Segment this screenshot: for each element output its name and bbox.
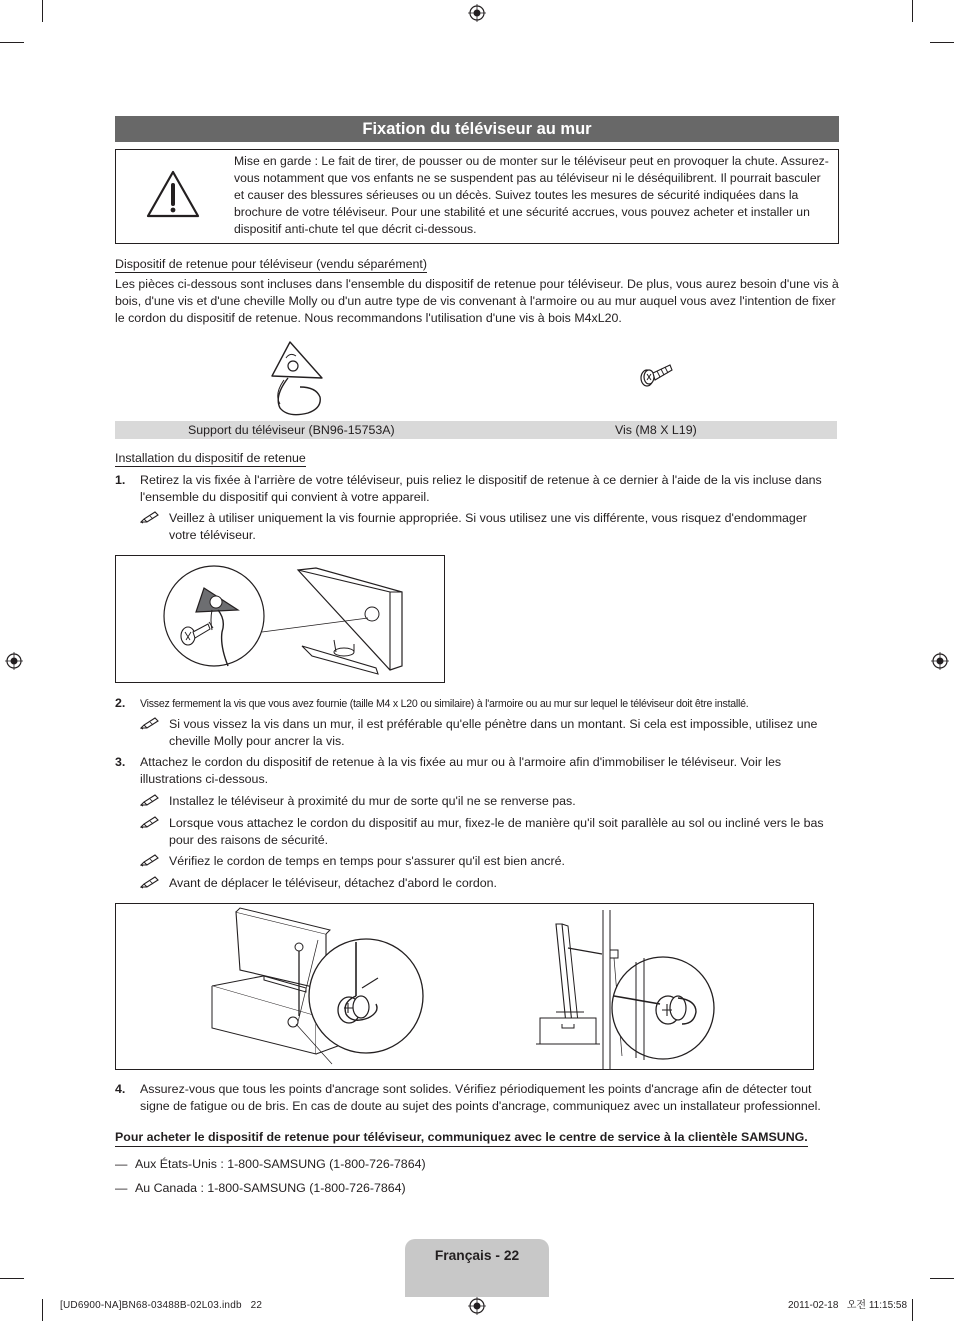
note-text: Veillez à utiliser uniquement la vis fournie appropriée. Si vous utilisez une vis différente, vous risquez d'endommager votre téléviseur. <box>169 511 807 542</box>
figure-attach-cord-illustration <box>116 904 813 1069</box>
warning-text <box>234 153 832 238</box>
note-text: Installez le téléviseur à proximité du mur de sorte qu'il ne se renverse pas. <box>169 794 576 808</box>
note-item <box>140 716 840 750</box>
step-number: 4. <box>115 1082 126 1096</box>
step-text: Vissez fermement la vis que vous avez fournie (taille M4 x L20 ou similaire) à l'armoire ou au mur sur lequel le téléviseur doit être installé. <box>140 698 749 710</box>
step-number: 3. <box>115 755 126 769</box>
contact-item <box>115 1156 515 1174</box>
figure-attach-holder <box>115 555 445 683</box>
crop-mark <box>42 0 43 22</box>
contact-item <box>115 1180 515 1198</box>
note-text: Si vous vissez la vis dans un mur, il est préférable qu'elle pénètre dans un montant. Si cela est impossible, utilisez une cheville Molly pour ancrer la vis. <box>169 717 818 748</box>
note-text: Avant de déplacer le téléviseur, détachez d'abord le cordon. <box>169 876 497 890</box>
warning-body: : Le fait de tirer, de pousser ou de monter sur le téléviseur peut en provoquer la chute. Assurez-vous notamment que vos enfants ne se suspendent pas au téléviseur ni le déséquilibrent. Il pourrait basculer et causer des blessures sérieuses ou un décès. Suivez toutes les mesures de sécurité indiquées dans la brochure de votre téléviseur. Pour une stabilité et une sécurité accrues, vous pouvez acheter et installer un dispositif anti-chute tel que décrit ci-dessous. <box>234 154 829 236</box>
note-item <box>140 875 840 893</box>
section-heading-installation: Installation du dispositif de retenue <box>115 451 306 465</box>
figure-attach-cord <box>115 903 814 1070</box>
crop-mark <box>42 1299 43 1321</box>
page-number-tab <box>405 1239 549 1297</box>
crop-mark <box>912 0 913 22</box>
crop-mark <box>0 1278 24 1279</box>
crop-mark <box>930 1278 954 1279</box>
part-label-holder: Support du téléviseur (BN96-15753A) <box>188 423 395 437</box>
contact-dash: — <box>115 1157 128 1171</box>
step-number: 2. <box>115 696 126 710</box>
screw-part-icon <box>638 362 674 390</box>
print-footer-left: [UD6900-NA]BN68-03488B-02L03.indb 22 <box>60 1300 263 1311</box>
note-pencil-icon <box>140 793 160 807</box>
note-item <box>140 815 840 849</box>
crop-mark <box>930 42 954 43</box>
note-pencil-icon <box>140 716 160 730</box>
note-text: Lorsque vous attachez le cordon du dispositif au mur, fixez-le de manière qu'il soit parallèle au sol ou incliné vers le bas pour des raisons de sécurité. <box>169 816 824 847</box>
warning-triangle-icon <box>145 169 201 219</box>
contact-text: Au Canada : 1-800-SAMSUNG (1-800-726-7864) <box>135 1181 406 1195</box>
note-pencil-icon <box>140 815 160 829</box>
page-title: Fixation du téléviseur au mur <box>115 116 839 142</box>
note-pencil-icon <box>140 875 160 889</box>
section-heading-restraint: Dispositif de retenue pour téléviseur (vendu séparément) <box>115 257 427 271</box>
step-text: Attachez le cordon du dispositif de retenue à la vis fixée au mur ou à l'armoire afin d'immobiliser le téléviseur. Voir les illustrations ci-dessous. <box>140 755 782 786</box>
tv-holder-part-icon <box>262 338 330 418</box>
note-pencil-icon <box>140 510 160 524</box>
crop-mark <box>0 42 24 43</box>
purchase-note: Pour acheter le dispositif de retenue pour téléviseur, communiquez avec le centre de service à la clientèle SAMSUNG. <box>115 1129 808 1147</box>
step-number: 1. <box>115 473 126 487</box>
note-item <box>140 793 840 811</box>
warning-box <box>115 149 839 244</box>
step-text: Retirez la vis fixée à l'arrière de votre téléviseur, puis reliez le dispositif de retenue à ce dernier à l'aide de la vis incluse dans l'ensemble du dispositif qui convient à votre appareil. <box>140 473 822 504</box>
registration-mark-icon <box>468 1297 486 1315</box>
print-footer-right: 2011-02-18 오전 11:15:58 <box>788 1300 908 1311</box>
step-text: Assurez-vous que tous les points d'ancrage sont solides. Vérifiez périodiquement les points d'ancrage afin de détecter tout signe de fatigue ou de bris. En cas de doute au sujet des points d'ancrage, communiquez avec un installateur professionnel. <box>140 1082 821 1113</box>
note-item <box>140 853 840 871</box>
part-label-screw: Vis (M8 X L19) <box>615 423 697 437</box>
figure-attach-holder-illustration <box>116 556 444 682</box>
contact-dash: — <box>115 1181 128 1195</box>
note-pencil-icon <box>140 853 160 867</box>
parts-caption-bar <box>115 421 837 439</box>
contact-text: Aux États-Unis : 1-800-SAMSUNG (1-800-726-7864) <box>135 1157 426 1171</box>
crop-mark <box>912 1299 913 1321</box>
note-text: Vérifiez le cordon de temps en temps pour s'assurer qu'il est bien ancré. <box>169 854 565 868</box>
registration-mark-icon <box>5 652 23 670</box>
warning-label: Mise en garde <box>234 154 312 168</box>
registration-mark-icon <box>931 652 949 670</box>
page-number: Français - 22 <box>434 1248 520 1263</box>
section-body-restraint: Les pièces ci-dessous sont incluses dans l'ensemble du dispositif de retenue pour téléviseur. De plus, vous aurez besoin d'une vis à bois, d'une vis et d'une cheville Molly ou d'un autre type de vis convenant à l'armoire ou au mur auquel vous avez l'intention de fixer le cordon du dispositif de retenue. Nous recommandons l'utilisation d'une vis à bois M4xL20. <box>115 277 839 325</box>
note-item <box>140 510 840 544</box>
registration-mark-icon <box>468 4 486 22</box>
